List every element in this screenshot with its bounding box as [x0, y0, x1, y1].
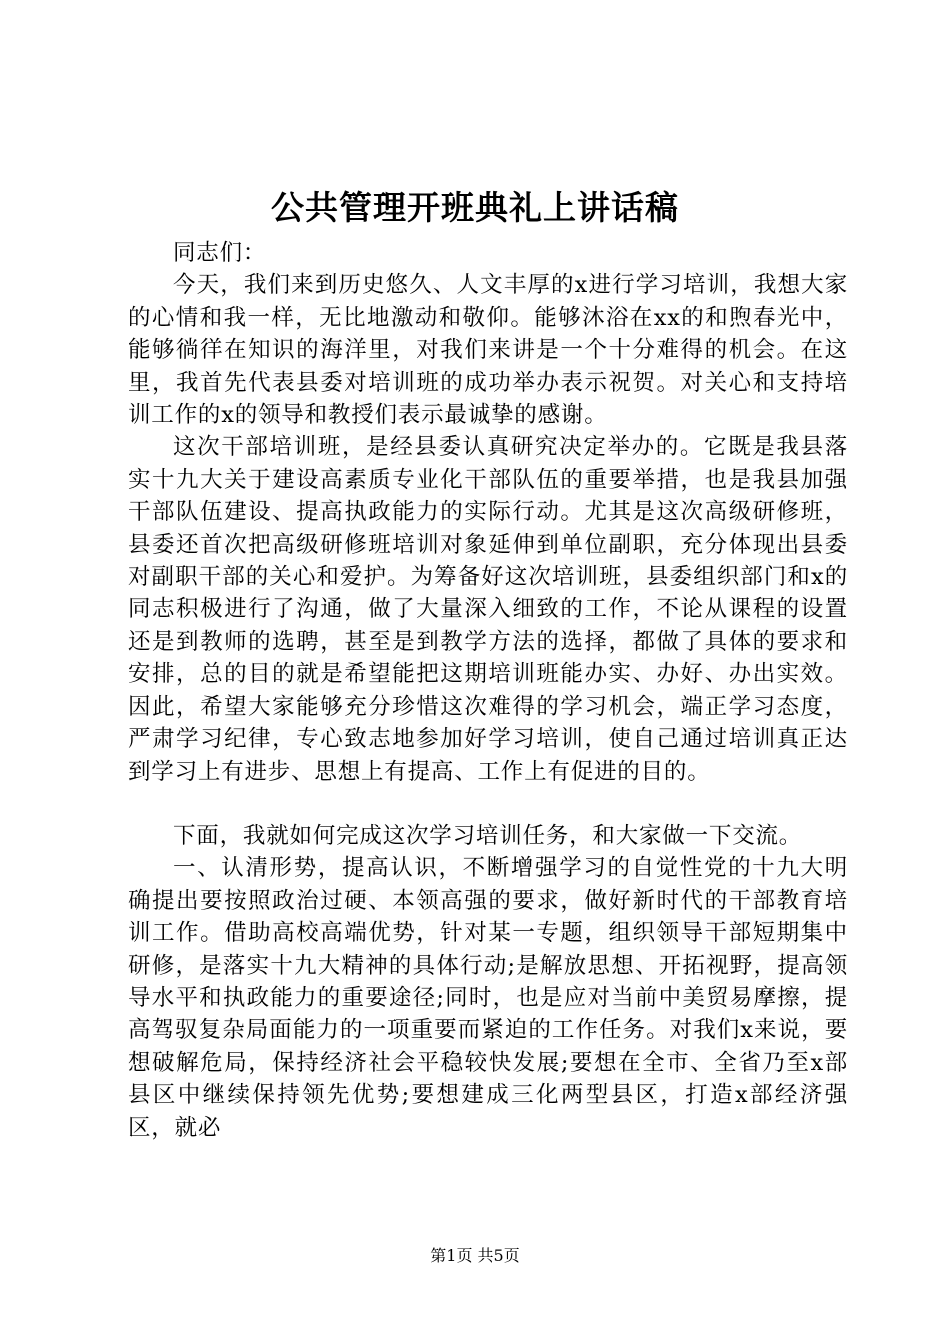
page-number-footer: 第1页 共5页: [430, 1246, 520, 1265]
document-body: [128, 237, 848, 1144]
body-paragraph: 今天，我们来到历史悠久、人文丰厚的x进行学习培训，我想大家的心情和我一样，无比地激动和敬仰。能够沐浴在xx的和煦春光中，能够徜徉在知识的海洋里，对我们来讲是一个十分难得的机会。在这里，我首先代表县委对培训班的成功举办表示祝贺。对关心和支持培训工作的x的领导和教授们表示最诚挚的感谢。: [128, 272, 848, 429]
salutation-paragraph: 同志们：: [173, 240, 267, 266]
body-paragraph: 一、认清形势，提高认识，不断增强学习的自觉性党的十九大明确提出要按照政治过硬、本领高强的要求，做好新时代的干部教育培训工作。借助高校高端优势，针对某一专题，组织领导干部短期集中研修，是落实十九大精神的具体行动;是解放思想、开拓视野，提高领导水平和执政能力的重要途径;同时，也是应对当前中美贸易摩擦，提高驾驭复杂局面能力的一项重要而紧迫的工作任务。对我们x来说，要想破解危局，保持经济社会平稳较快发展;要想在全市、全省乃至x部县区中继续保持领先优势;要想建成三化两型县区，打造x部经济强区，就必: [128, 855, 848, 1141]
body-paragraph: 下面，我就如何完成这次学习培训任务，和大家做一下交流。: [173, 822, 803, 849]
body-paragraph: 这次干部培训班，是经县委认真研究决定举办的。它既是我县落实十九大关于建设高素质专业化干部队伍的重要举措，也是我县加强干部队伍建设、提高执政能力的实际行动。尤其是这次高级研修班，县委还首次把高级研修班培训对象延伸到单位副职，充分体现出县委对副职干部的关心和爱护。为筹备好这次培训班，县委组织部门和x的同志积极进行了沟通，做了大量深入细致的工作，不论从课程的设置还是到教师的选聘，甚至是到教学方法的选择，都做了具体的要求和安排，总的目的就是希望能把这期培训班能办实、办好、办出实效。因此，希望大家能够充分珍惜这次难得的学习机会，端正学习态度，严肃学习纪律，专心致志地参加好学习培训，使自己通过培训真正达到学习上有进步、思想上有提高、工作上有促进的目的。: [128, 434, 848, 785]
document-title: 公共管理开班典礼上讲话稿: [271, 188, 679, 227]
